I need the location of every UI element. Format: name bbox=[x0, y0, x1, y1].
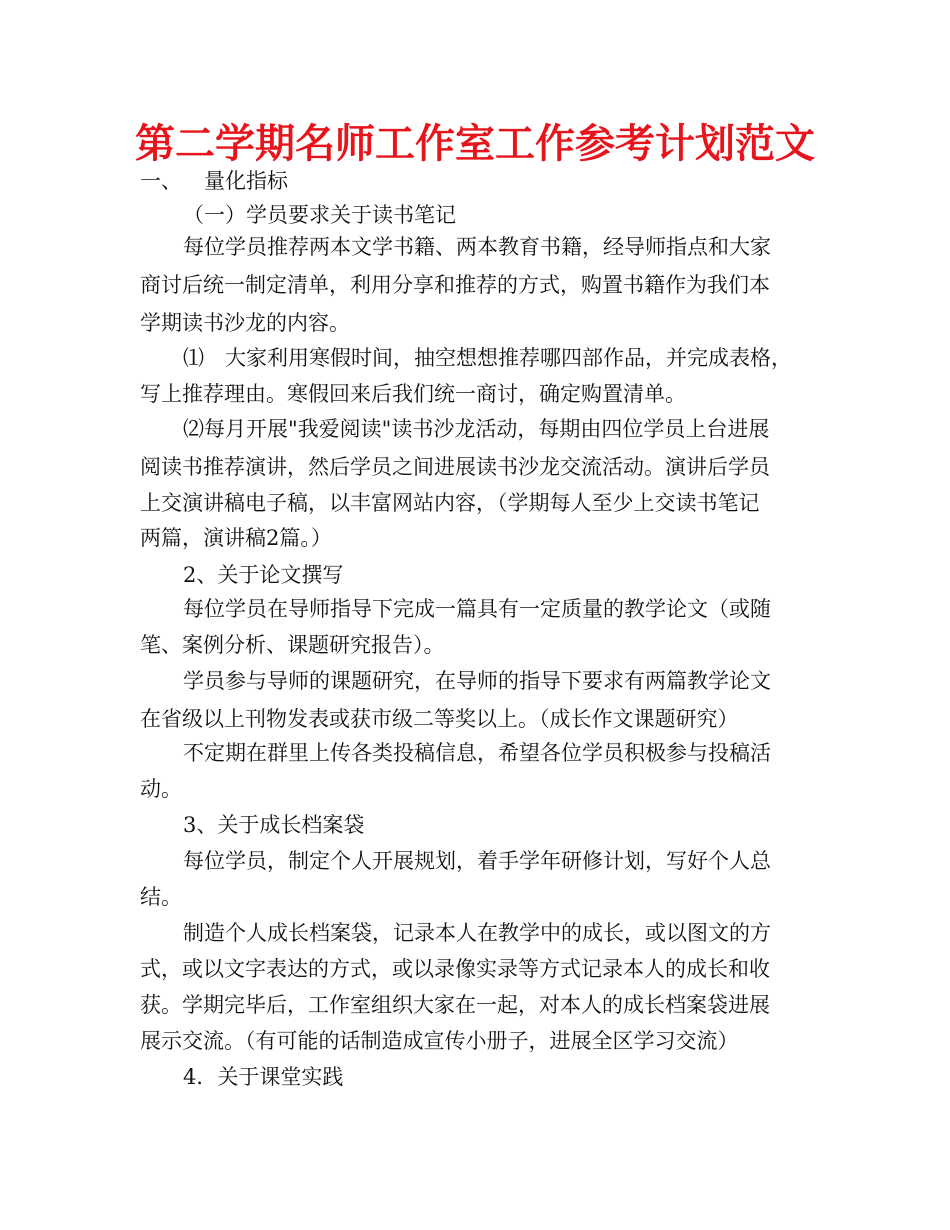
paragraph-line: 不定期在群里上传各类投稿信息，希望各位学员积极参与投稿活 bbox=[183, 741, 771, 765]
paragraph-line: 获。学期完毕后，工作室组织大家在一起，对本人的成长档案袋进展 bbox=[140, 993, 770, 1017]
paragraph-line: 展示交流。（有可能的话制造成宣传小册子，进展全区学习交流） bbox=[140, 1029, 739, 1053]
section-heading-text: 量化指标 bbox=[204, 169, 288, 193]
subsection-heading: 3、关于成长档案袋 bbox=[183, 813, 365, 837]
paragraph-line: 商讨后统一制定清单，利用分享和推荐的方式，购置书籍作为我们本 bbox=[140, 273, 770, 297]
paragraph-line: 每位学员，制定个人开展规划，着手学年研修计划，写好个人总 bbox=[183, 849, 771, 873]
paragraph-line: 式，或以文字表达的方式，或以录像实录等方式记录本人的成长和收 bbox=[140, 957, 770, 981]
paragraph-line: 笔、案例分析、课题研究报告）。 bbox=[140, 633, 445, 657]
paragraph-line: 制造个人成长档案袋，记录本人在教学中的成长，或以图文的方 bbox=[183, 921, 771, 945]
subsection-heading: 4．关于课堂实践 bbox=[183, 1065, 344, 1089]
paragraph-line: 动。 bbox=[140, 777, 182, 801]
paragraph-line: 阅读书推荐演讲，然后学员之间进展读书沙龙交流活动。演讲后学员 bbox=[140, 455, 770, 479]
paragraph-line: 写上推荐理由。寒假回来后我们统一商讨，确定购置清单。 bbox=[140, 382, 686, 406]
paragraph-line: 结。 bbox=[140, 885, 182, 909]
section-heading bbox=[140, 166, 288, 196]
paragraph-line: 每位学员推荐两本文学书籍、两本教育书籍，经导师指点和大家 bbox=[183, 235, 771, 259]
paragraph-line: 在省级以上刊物发表或获市级二等奖以上。（成长作文课题研究） bbox=[140, 707, 739, 731]
paragraph-line: 学员参与导师的课题研究，在导师的指导下要求有两篇教学论文 bbox=[183, 669, 771, 693]
section-number: 一、 bbox=[140, 169, 182, 193]
paragraph-line: ⑵每月开展"我爱阅读"读书沙龙活动，每期由四位学员上台进展 bbox=[183, 417, 770, 441]
paragraph-line: 两篇，演讲稿2篇。） bbox=[140, 526, 332, 550]
subsection-heading: （一）学员要求关于读书笔记 bbox=[183, 203, 456, 227]
paragraph-line: 学期读书沙龙的内容。 bbox=[140, 311, 350, 335]
paragraph-line: 上交演讲稿电子稿，以丰富网站内容，（学期每人至少上交读书笔记 bbox=[140, 491, 760, 515]
paragraph-line: ⑴ 大家利用寒假时间，抽空想想推荐哪四部作品，并完成表格， bbox=[183, 346, 792, 370]
subsection-heading: 2、关于论文撰写 bbox=[183, 563, 344, 587]
document-title: 第二学期名师工作室工作参考计划范文 bbox=[135, 121, 815, 167]
paragraph-line: 每位学员在导师指导下完成一篇具有一定质量的教学论文（或随 bbox=[183, 597, 771, 621]
